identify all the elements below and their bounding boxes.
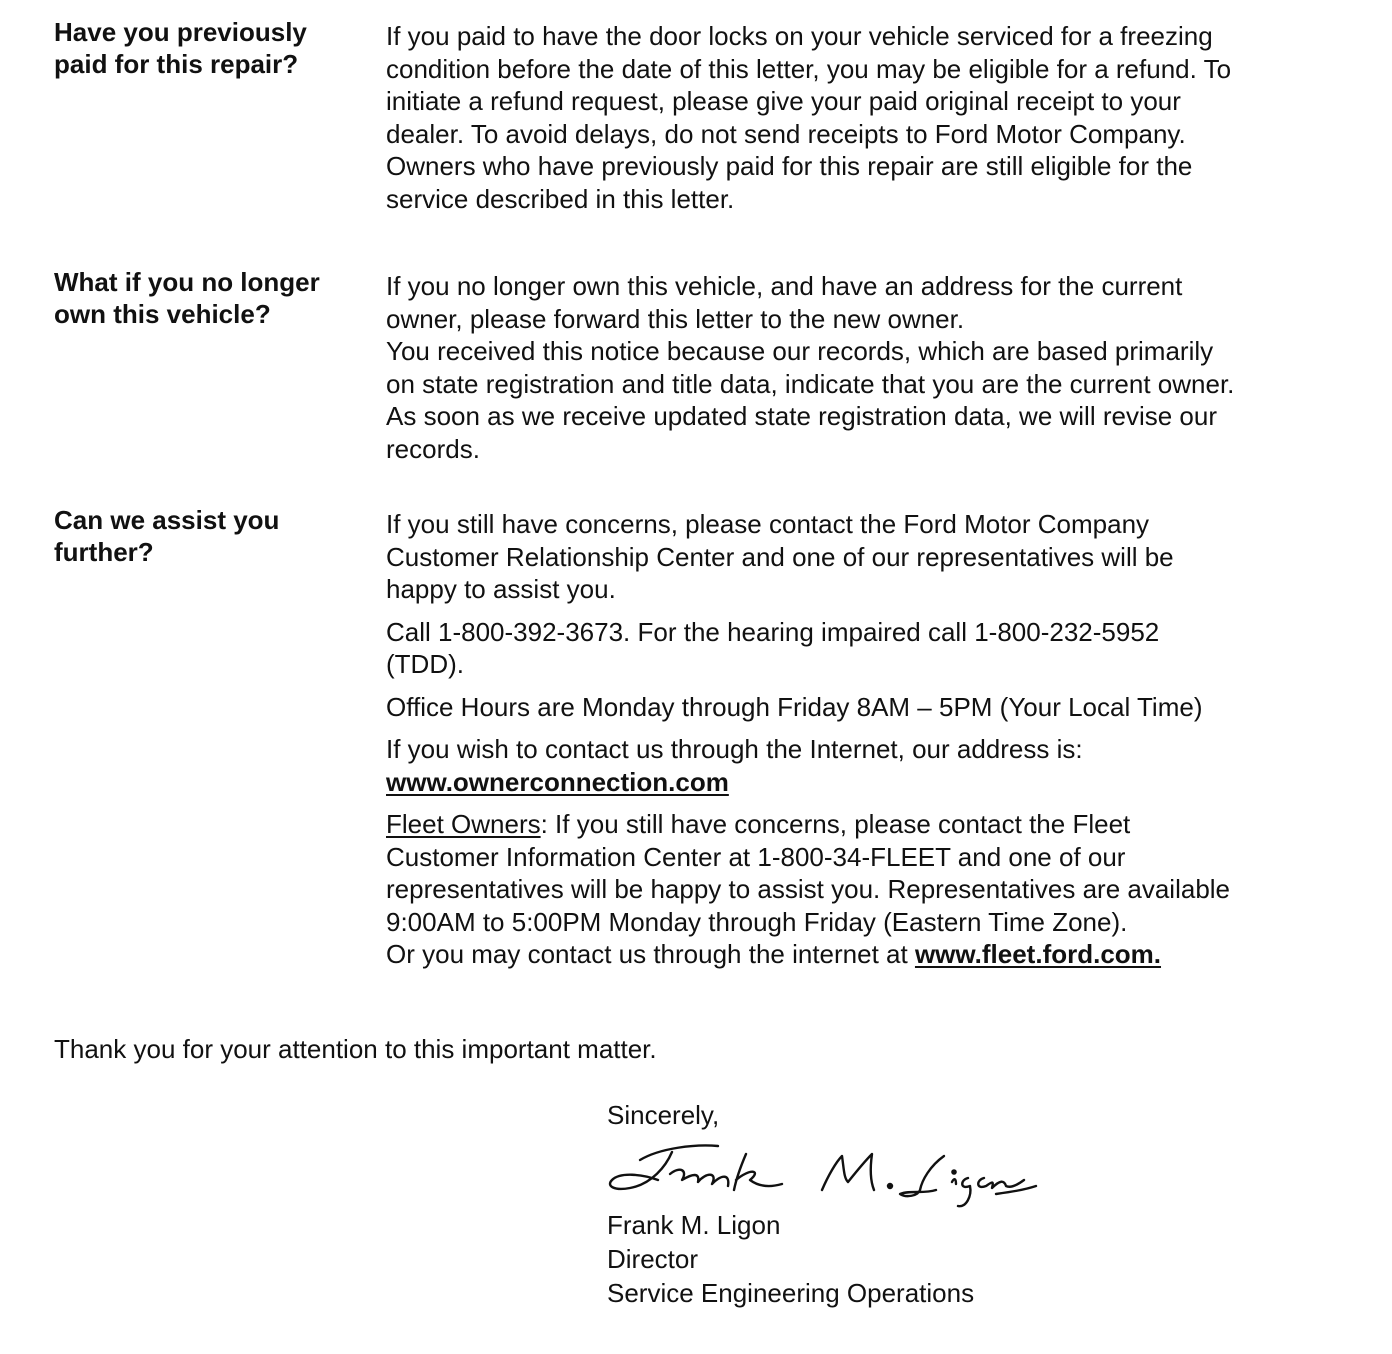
owner-connection-link[interactable]: www.ownerconnection.com: [386, 766, 729, 797]
answer-line: As soon as we receive updated state registration data, we will revise our: [386, 401, 1217, 431]
question-previously-paid: [54, 16, 374, 80]
answer-previously-paid: [386, 20, 1376, 215]
answer-line: records.: [386, 433, 480, 464]
fleet-line: representatives will be happy to assist you. Representatives are available: [386, 874, 1231, 904]
fleet-first-rest: : If you still have concerns, please contact the Fleet: [540, 809, 1131, 839]
answer-no-longer-own: [386, 270, 1376, 465]
question-line: paid for this repair?: [54, 49, 299, 79]
office-hours: Office Hours are Monday through Friday 8AM – 5PM (Your Local Time): [386, 691, 1203, 722]
salutation: Sincerely,: [607, 1100, 720, 1130]
answer-line: initiate a refund request, please give your paid original receipt to your: [386, 86, 1181, 116]
answer-line: Customer Relationship Center and one of our representatives will be: [386, 541, 1174, 572]
answer-line: owner, please forward this letter to the new owner.: [386, 303, 965, 334]
fleet-ford-link[interactable]: www.fleet.ford.com.: [914, 939, 1162, 969]
fleet-internet-line: [386, 938, 1376, 971]
thank-you-line: Thank you for your attention to this important matter.: [54, 1034, 657, 1064]
question-line: further?: [54, 537, 154, 567]
fleet-owners-label: Fleet Owners: [386, 809, 541, 839]
answer-line: on state registration and title data, indicate that you are the current owner.: [386, 368, 1235, 399]
fleet-line: Customer Information Center at 1-800-34-FLEET and one of our: [386, 841, 1126, 872]
answer-line: If you no longer own this vehicle, and have an address for the current: [386, 271, 1183, 301]
answer-line: Owners who have previously paid for this repair are still eligible for the: [386, 151, 1193, 181]
answer-line: dealer. To avoid delays, do not send receipts to Ford Motor Company.: [386, 118, 1186, 149]
answer-line: happy to assist you.: [386, 574, 616, 604]
fleet-line: 9:00AM to 5:00PM Monday through Friday (Eastern Time Zone).: [386, 906, 1128, 937]
question-line: Can we assist you: [54, 505, 280, 535]
signer-name: Frank M. Ligon: [607, 1210, 781, 1240]
handwritten-signature: [600, 1136, 1050, 1216]
fleet-internet-prefix: Or you may contact us through the internet at: [386, 939, 915, 969]
answer-line: If you still have concerns, please contact the Ford Motor Company: [386, 509, 1150, 539]
answer-line: If you paid to have the door locks on your vehicle serviced for a freezing: [386, 21, 1213, 51]
signer-department: Service Engineering Operations: [607, 1278, 975, 1308]
question-line: own this vehicle?: [54, 299, 271, 329]
question-line: Have you previously: [54, 17, 307, 47]
phone-line: (TDD).: [386, 649, 464, 679]
internet-line: If you wish to contact us through the Internet, our address is:: [386, 734, 1083, 764]
fleet-first-line: [386, 808, 1376, 841]
answer-line: You received this notice because our records, which are based primarily: [386, 336, 1214, 366]
question-no-longer-own: [54, 266, 374, 330]
phone-line: Call 1-800-392-3673. For the hearing impaired call 1-800-232-5952: [386, 616, 1160, 647]
answer-assist-further: [386, 508, 1376, 971]
answer-line: condition before the date of this letter, you may be eligible for a refund. To: [386, 53, 1232, 84]
signer-title: Director: [607, 1244, 699, 1274]
question-assist-further: [54, 504, 374, 568]
answer-line: service described in this letter.: [386, 183, 735, 214]
question-line: What if you no longer: [54, 267, 320, 297]
